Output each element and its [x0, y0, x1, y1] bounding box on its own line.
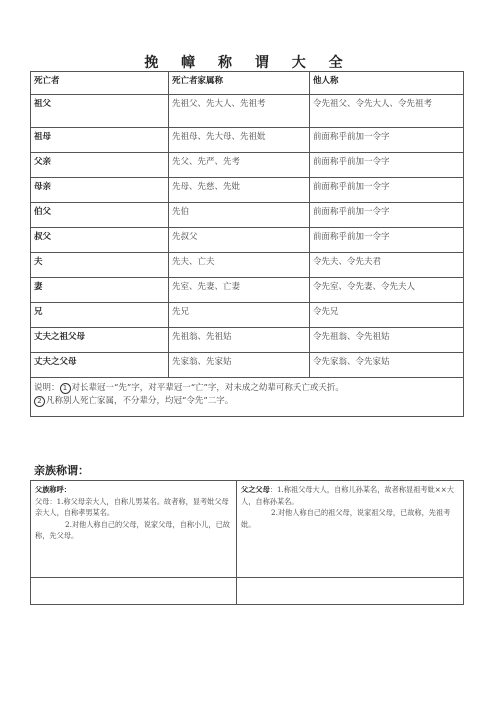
- note-row: [31, 378, 464, 417]
- cell-others: 令先夫、令先夫君: [310, 253, 464, 278]
- kinship-empty-row: [31, 578, 464, 605]
- cell-deceased: 妻: [31, 278, 169, 303]
- cell-others: 令先家翁、令先家姑: [310, 353, 464, 378]
- table-row: [31, 95, 464, 128]
- table-header-row: [31, 72, 464, 95]
- header-deceased: 死亡者: [31, 72, 169, 95]
- kinship-table: [30, 480, 464, 605]
- cell-deceased: 祖母: [31, 128, 169, 153]
- kinship-left-label: 父族称呼: [35, 485, 64, 494]
- cell-family: 先夫、亡夫: [169, 253, 310, 278]
- cell-others: 令先兄: [310, 303, 464, 328]
- table-row: [31, 178, 464, 203]
- table-row: [31, 128, 464, 153]
- kinship-right-line-2: 2.对他人称自己的祖父母，说家祖父母，已故称，先祖考妣。: [241, 508, 451, 529]
- kinship-right-line-1: ：1.称祖父母大人，自称儿孙某名，故者称显祖考妣××大人，自称孙某名。: [241, 485, 454, 506]
- note-number-2: 2: [34, 396, 45, 407]
- cell-family: 先祖翁、先祖姑: [169, 328, 310, 353]
- cell-others: 前面称乎前加一令字: [310, 228, 464, 253]
- cell-deceased: 父亲: [31, 153, 169, 178]
- table-row: [31, 253, 464, 278]
- cell-deceased: 兄: [31, 303, 169, 328]
- cell-others: 前面称乎前加一令字: [310, 153, 464, 178]
- cell-deceased: 伯父: [31, 203, 169, 228]
- page-title: 挽 幛 称 谓 大 全: [144, 55, 352, 71]
- cell-others: 令先祖父、令先大人、令先祖考: [310, 95, 464, 128]
- note-line-1: 对长辈冠一“先”字，对平辈冠一“亡”字，对未成之幼辈可称夭亡或夭折。: [71, 383, 344, 393]
- kinship-left-line-1: 父母：1.称父母亲大人，自称儿男某名。故者称，显考妣父母亲大人，自称孝男某名。: [35, 496, 229, 517]
- mourning-terms-table: [30, 71, 464, 417]
- cell-deceased: 叔父: [31, 228, 169, 253]
- cell-family: 先祖母、先大母、先祖妣: [169, 128, 310, 153]
- header-others: 他人称: [310, 72, 464, 95]
- empty-cell: [31, 578, 237, 605]
- header-family: 死亡者家属称: [169, 72, 310, 95]
- cell-family: 先室、先妻、亡妻: [169, 278, 310, 303]
- cell-others: 前面称乎前加一令字: [310, 178, 464, 203]
- table-row: [31, 228, 464, 253]
- cell-others: 令先祖翁、令先祖姑: [310, 328, 464, 353]
- table-row: [31, 203, 464, 228]
- cell-deceased: 母亲: [31, 178, 169, 203]
- table-row: [31, 328, 464, 353]
- cell-family: 先兄: [169, 303, 310, 328]
- cell-family: 先父、先严、先考: [169, 153, 310, 178]
- kinship-right-cell: [237, 481, 464, 578]
- cell-deceased: 丈夫之父母: [31, 353, 169, 378]
- cell-others: 前面称乎前加一令字: [310, 203, 464, 228]
- kinship-right-label: 父之父母: [241, 485, 270, 494]
- table-row: [31, 353, 464, 378]
- empty-cell: [237, 578, 464, 605]
- note-number-1: 1: [60, 383, 71, 394]
- table-row: [31, 153, 464, 178]
- cell-family: 先伯: [169, 203, 310, 228]
- kinship-row: [31, 481, 464, 578]
- cell-family: 先母、先慈、先妣: [169, 178, 310, 203]
- kinship-left-cell: [31, 481, 237, 578]
- table-row: [31, 278, 464, 303]
- cell-deceased: 夫: [31, 253, 169, 278]
- kinship-left-line-2: 2.对他人称自己的父母，说家父母，自称小儿，已故称，先父母。: [35, 519, 230, 540]
- kinship-heading: 亲族称谓：: [34, 464, 89, 477]
- cell-deceased: 丈夫之祖父母: [31, 328, 169, 353]
- cell-family: 先祖父、先大人、先祖考: [169, 95, 310, 128]
- cell-others: 令先室、令先妻、令先夫人: [310, 278, 464, 303]
- cell-family: 先家翁、先家姑: [169, 353, 310, 378]
- cell-others: 前面称乎前加一令字: [310, 128, 464, 153]
- kinship-left-colon: ：: [63, 485, 71, 494]
- table-row: [31, 303, 464, 328]
- note-prefix: 说明：: [34, 383, 60, 393]
- note-line-2: 凡称别人死亡家属，不分辈分，均冠“令先”二字。: [46, 396, 234, 406]
- cell-family: 先叔父: [169, 228, 310, 253]
- table-note: [31, 378, 464, 417]
- cell-deceased: 祖父: [31, 95, 169, 128]
